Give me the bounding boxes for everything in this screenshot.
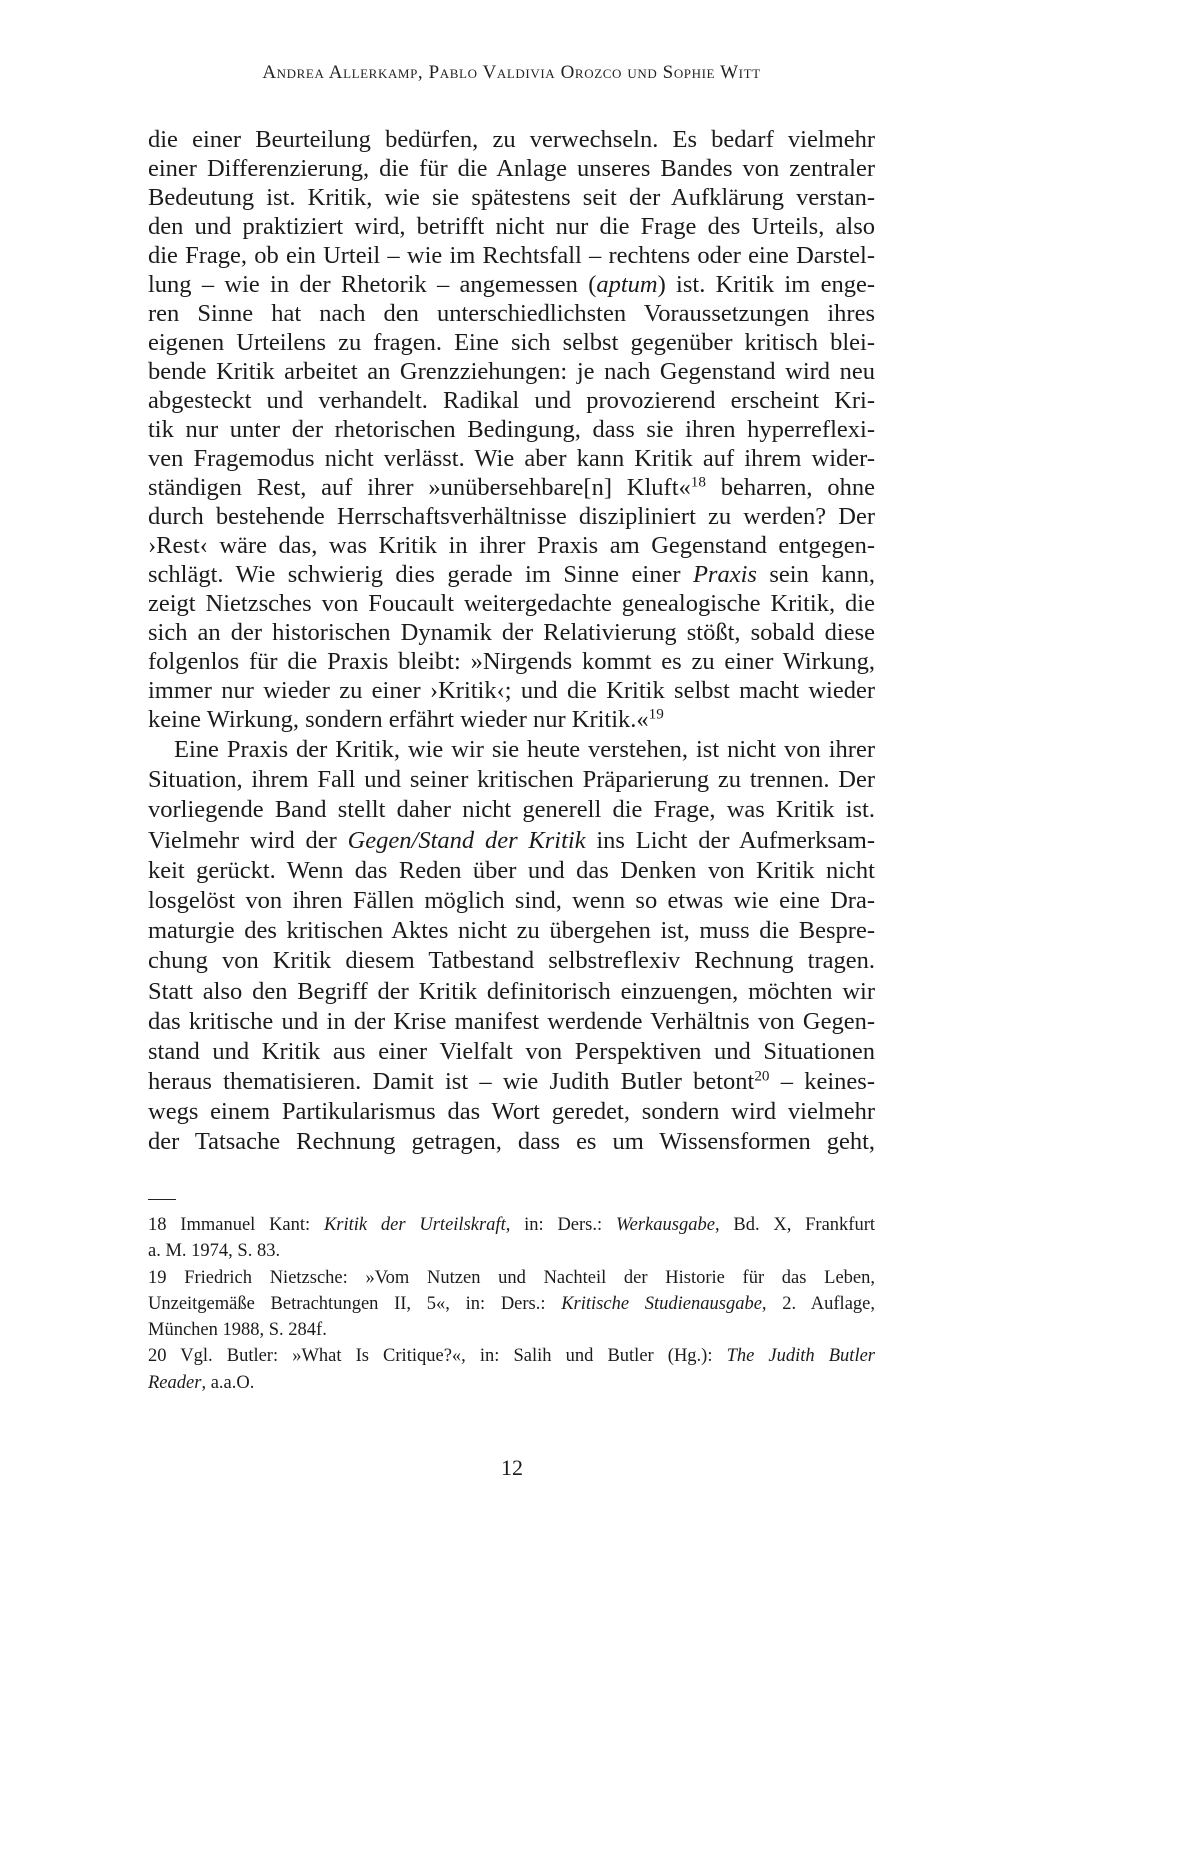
text-run: die Frage, ob ein Urteil – wie im Rechtsfall – rechtens oder eine Darstel-	[148, 242, 875, 269]
text-run: sich an der historischen Dynamik der Relativierung stößt, sobald diese	[148, 619, 875, 646]
text-run: bende Kritik arbeitet an Grenzziehungen: je nach Gegenstand wird neu	[148, 358, 875, 385]
text-run: abgesteckt und verhandelt. Radikal und provozierend erscheint Kri-	[148, 387, 875, 414]
italic-text: aptum	[596, 271, 658, 298]
text-line	[148, 473, 875, 502]
text-run: ins Licht der Aufmerksam-	[585, 826, 876, 854]
text-line	[148, 589, 875, 618]
footnote	[148, 1212, 875, 1265]
text-run: ›Rest‹ wäre das, was Kritik in ihrer Praxis am Gegenstand entgegen-	[148, 532, 875, 559]
text-run: ven Fragemodus nicht verlässt. Wie aber kann Kritik auf ihrem wider-	[148, 445, 875, 472]
text-line	[148, 795, 875, 825]
footnote-reference: 19	[648, 705, 664, 723]
body-paragraph	[148, 125, 875, 734]
footnotes	[148, 1212, 875, 1396]
text-run: tik nur unter der rhetorischen Bedingung, dass sie ihren hyperreflexi-	[148, 416, 875, 443]
text-run: das kritische und in der Krise manifest werdende Verhältnis von Gegen-	[148, 1007, 875, 1035]
text-run: wegs einem Partikularismus das Wort geredet, sondern wird vielmehr	[148, 1098, 875, 1126]
text-run: a. M. 1974, S. 83.	[148, 1241, 281, 1262]
text-line	[148, 826, 875, 856]
text-run: 19 Friedrich Nietzsche: »Vom Nutzen und Nachteil der Historie für das Leben,	[148, 1267, 875, 1288]
footnote-separator	[148, 1199, 176, 1200]
footnote-reference: 20	[754, 1067, 770, 1085]
text-run: ) ist. Kritik im enge-	[657, 271, 875, 298]
text-run: der Tatsache Rechnung getragen, dass es um Wissensformen geht,	[148, 1128, 875, 1156]
text-run: einer Differenzierung, die für die Anlage unseres Bandes von zentraler	[148, 155, 875, 182]
text-line	[148, 977, 875, 1007]
text-line	[148, 212, 875, 241]
text-run: 18 Immanuel Kant:	[148, 1215, 324, 1235]
text-line	[148, 946, 875, 976]
text-line	[148, 415, 875, 444]
text-run: 20 Vgl. Butler: »What Is Critique?«, in: Salih und Butler (Hg.):	[148, 1346, 727, 1367]
text-run: ständigen Rest, auf ihrer »unübersehbare[n] Kluft«	[148, 474, 691, 501]
text-run: Situation, ihrem Fall und seiner kritischen Präparierung zu trennen. Der	[148, 766, 875, 794]
text-line	[148, 1212, 875, 1238]
italic-text: Reader	[148, 1372, 202, 1393]
text-run: Vielmehr wird der	[148, 826, 348, 854]
italic-text: The Judith Butler	[726, 1346, 875, 1367]
text-run: durch bestehende Herrschaftsverhältnisse diszipliniert zu werden? Der	[148, 503, 875, 530]
text-run: folgenlos für die Praxis bleibt: »Nirgends kommt es zu einer Wirkung,	[148, 648, 875, 675]
text-line	[148, 502, 875, 531]
text-run: maturgie des kritischen Aktes nicht zu übergehen ist, muss die Bespre-	[148, 917, 875, 945]
body-paragraph	[148, 735, 875, 1158]
text-line	[148, 241, 875, 270]
text-line	[148, 1343, 875, 1369]
text-run: keine Wirkung, sondern erfährt wieder nur Kritik.«	[148, 706, 649, 733]
text-run: die einer Beurteilung bedürfen, zu verwechseln. Es bedarf vielmehr	[148, 126, 875, 153]
italic-text: Praxis	[692, 561, 757, 588]
text-line	[148, 1097, 875, 1127]
text-run: ren Sinne hat nach den unterschiedlichsten Voraussetzungen ihres	[148, 300, 875, 327]
text-line	[148, 618, 875, 647]
italic-text: Werkausgabe	[615, 1215, 715, 1235]
text-line	[148, 886, 875, 916]
text-line	[148, 1317, 875, 1343]
text-run: Statt also den Begriff der Kritik definitorisch einzuengen, möchten wir	[148, 977, 875, 1005]
text-line	[148, 328, 875, 357]
text-line	[148, 647, 875, 676]
text-line	[148, 1265, 875, 1291]
text-line	[148, 1067, 875, 1097]
text-line	[148, 1127, 875, 1157]
text-run: schlägt. Wie schwierig dies gerade im Sinne einer	[148, 561, 693, 588]
text-run: sein kann,	[756, 561, 875, 588]
text-line	[148, 1370, 875, 1396]
text-run: chung von Kritik diesem Tatbestand selbstreflexiv Rechnung tragen.	[148, 947, 875, 975]
text-line	[148, 735, 875, 765]
text-run: Bedeutung ist. Kritik, wie sie spätestens seit der Aufklärung verstan-	[148, 184, 875, 211]
text-line	[148, 357, 875, 386]
text-line	[148, 270, 875, 299]
text-line	[148, 386, 875, 415]
text-run: , in: Ders.:	[505, 1215, 616, 1235]
text-run: den und praktiziert wird, betrifft nicht nur die Frage des Urteils, also	[148, 213, 875, 240]
text-line	[148, 183, 875, 212]
text-run: stand und Kritik aus einer Vielfalt von Perspektiven und Situationen	[148, 1037, 875, 1065]
text-run: vorliegende Band stellt daher nicht generell die Frage, was Kritik ist.	[148, 796, 875, 824]
text-line	[148, 1238, 875, 1264]
text-line	[148, 1037, 875, 1067]
footnote	[148, 1343, 875, 1396]
text-run: München 1988, S. 284f.	[148, 1320, 327, 1341]
italic-text: Kritische Studienausgabe	[561, 1293, 762, 1314]
text-line	[148, 531, 875, 560]
text-line	[148, 560, 875, 589]
text-run: Unzeitgemäße Betrachtungen II, 5«, in: Ders.:	[148, 1293, 562, 1314]
text-run: beharren, ohne	[705, 474, 875, 501]
text-line	[148, 916, 875, 946]
text-line	[148, 1007, 875, 1037]
text-run: , a.a.O.	[201, 1372, 255, 1393]
text-run: heraus thematisieren. Damit ist – wie Judith Butler betont	[148, 1068, 755, 1096]
text-run: Eine Praxis der Kritik, wie wir sie heute verstehen, ist nicht von ihrer	[174, 736, 875, 763]
text-run: , Bd. X, Frankfurt	[714, 1215, 875, 1235]
running-head: Andrea Allerkamp, Pablo Valdivia Orozco und Sophie Witt	[262, 62, 761, 83]
text-line	[148, 299, 875, 328]
text-run: eigenen Urteilens zu fragen. Eine sich selbst gegenüber kritisch blei-	[148, 329, 875, 356]
text-run: keit gerückt. Wenn das Reden über und das Denken von Kritik nicht	[148, 856, 875, 884]
text-line	[148, 856, 875, 886]
text-line	[148, 1291, 875, 1317]
italic-text: Kritik der Urteilskraft	[323, 1215, 506, 1235]
text-line	[148, 676, 875, 705]
footnote	[148, 1265, 875, 1344]
text-line	[148, 705, 875, 734]
text-run: lung – wie in der Rhetorik – angemessen (	[148, 271, 597, 298]
text-run: zeigt Nietzsches von Foucault weitergedachte genealogische Kritik, die	[148, 590, 875, 617]
text-line	[148, 444, 875, 473]
text-line	[148, 154, 875, 183]
text-run: immer nur wieder zu einer ›Kritik‹; und die Kritik selbst macht wieder	[148, 677, 875, 704]
text-run: losgelöst von ihren Fällen möglich sind, wenn so etwas wie eine Dra-	[148, 886, 875, 914]
italic-text: Gegen/Stand der Kritik	[347, 826, 586, 854]
text-run: – keines-	[769, 1068, 875, 1096]
text-line	[148, 765, 875, 795]
text-run: , 2. Auflage,	[761, 1293, 875, 1314]
footnote-reference: 18	[690, 473, 706, 491]
text-line	[148, 125, 875, 154]
page-number: 12	[501, 1455, 523, 1480]
